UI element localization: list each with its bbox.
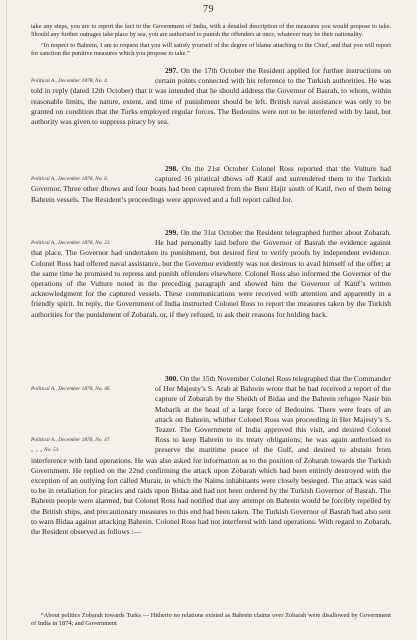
bottom-quote: “About politics Zobarah towards Turks — Hitherto no relations existed as Bahrein claims over Zobarah were disallowed by Government of India in 1874; and Government — [31, 612, 391, 628]
margin-note-297 — [31, 66, 149, 86]
page-number: 79 — [203, 4, 214, 15]
margin-note-298 — [31, 164, 149, 184]
margin-note-299 — [31, 228, 149, 248]
margin-note-300 — [31, 374, 149, 456]
paragraph-299 — [31, 228, 391, 320]
top-quote-block — [31, 23, 391, 58]
paragraph-300 — [31, 374, 391, 537]
scan-edge — [6, 0, 7, 640]
margin-ref: Political A., December 1878, No. 47. — [31, 437, 111, 444]
paragraph-body: On the 17th October the Resident applied for further instructions on certain points connected with his reference to the Turkish authorities. He was told in reply (dated 12th October) that it was intended that he should address the Governor of Basrah, to whom, within reasonable limits, the nature, extent, and time of punishment should be left. British naval assistance was only to be granted on condition that the Turks employed regular forces. The Bedouins were not to be interfered with by land, but authority was given to suppress piracy by sea. — [31, 66, 392, 127]
paragraph-number: 299. — [165, 228, 179, 237]
paragraph-body: On the 15th November Colonel Ross telegraphed that the Commander of Her Majesty’s S. Arab at Bahrein wrote that he had received a report of the capture of Zobarah by the Sheikh of Bidaa and the Bahrein refugee Nasir bin Mobarik at the head of a large force of Bedouins. There were fears of an attack on Bahrein, whither Colonel Ross was proceeding in Her Majesty’s S. Teazer. The Government of India approved this visit, and desired Colonel Ross to keep Bahrein to its treaty obligations; he was again authorised to preserve the maritime peace of the Gulf, and desired to abstain from interference with land operations. He was also asked for information as to the position of Zobarah towards the Turkish Government. He replied on the 22nd confirming the attack upon Zobarah which had been entirely destroyed with the exception of an outlying fort called Murair, in which the Naims inhabitants were closely besieged. The attack was said to be in retaliation for piracies and raids upon Bidaa and had not been ordered by the Turkish Governor of Basrah. The Bahrein people were alarmed, but Colonel Ross had notified that any attempt on Bahrein would be forcibly repelled by the British ships, and precautionary measures to this end had been taken. The Turkish Governor of Basrah had also sent to warn Bidaa against attacking Bahrein. Colonel Ross had not interfered with land operations. With regard to Zobarah, the Resident observed as follows :— — [31, 374, 391, 537]
paragraph-number: 300. — [165, 374, 179, 383]
paragraph-body: On the 21st October Colonel Ross reported that the Vulture had captured 16 piratical dhows off Katif and surrendered them to the Turkish Governor. Three other dhows and four boats had been captured from the Beni Hajir south of Katif, two of them being Bahrein vessels. The Resident’s proceedings were approved and a full report called for. — [31, 164, 392, 204]
margin-ref: Political A., December 1878, No. 23. — [31, 240, 111, 247]
paragraph-number: 298. — [165, 164, 179, 173]
paragraph-297 — [31, 66, 391, 127]
margin-ref: „ „ „ No. 51. — [31, 447, 60, 454]
margin-ref: Political A., December 1878, No. 6. — [31, 176, 109, 183]
top-quote-bahrein: “In respect to Bahrein, I am to request that you will satisfy yourself of the degree of blame attaching to the Chief, and that you will report for sanction the punitive measures which you propose to take.” — [31, 41, 391, 57]
margin-ref: Political A., December 1878, No. 46. — [31, 386, 111, 393]
paragraph-298 — [31, 164, 391, 205]
paragraph-number: 297. — [165, 66, 179, 75]
bottom-quote-block — [31, 612, 391, 629]
paragraph-body: On the 31st October the Resident telegraphed further about Zobarah. He had personally laid before the Governor of Basrah the evidence against that place. The Governor had undertaken its punishment, but desired first to verify proofs by independent evidence. Colonel Ross had offered naval assistance, but the Governor evidently was not desirous to avail himself of the offer; at the same time he promised to repress and punish offenders elsewhere. Colonel Ross also informed the Governor of the operations of the Vulture noted in the preceding paragraph and showed him the Governor of Katif’s written acknowledgment for the captured vessels. These communications were received with attention and apparently in a friendly spirit. In reply, the Government of India instructed Colonel Ross to report the measures taken by the Turkish authorities for the punishment of Zobarah, or, if they refused, to ask their reasons for holding back. — [31, 228, 391, 319]
top-quote-paragraph: take any steps, you are to report the fact to the Government of India, with a detailed description of the measures you would propose to take. Should any further outrages take place by sea, you are authorised to punish the offenders at once, whatever may be their nationality. — [31, 23, 391, 39]
margin-ref: Political A., December 1878, No. 4. — [31, 78, 109, 85]
